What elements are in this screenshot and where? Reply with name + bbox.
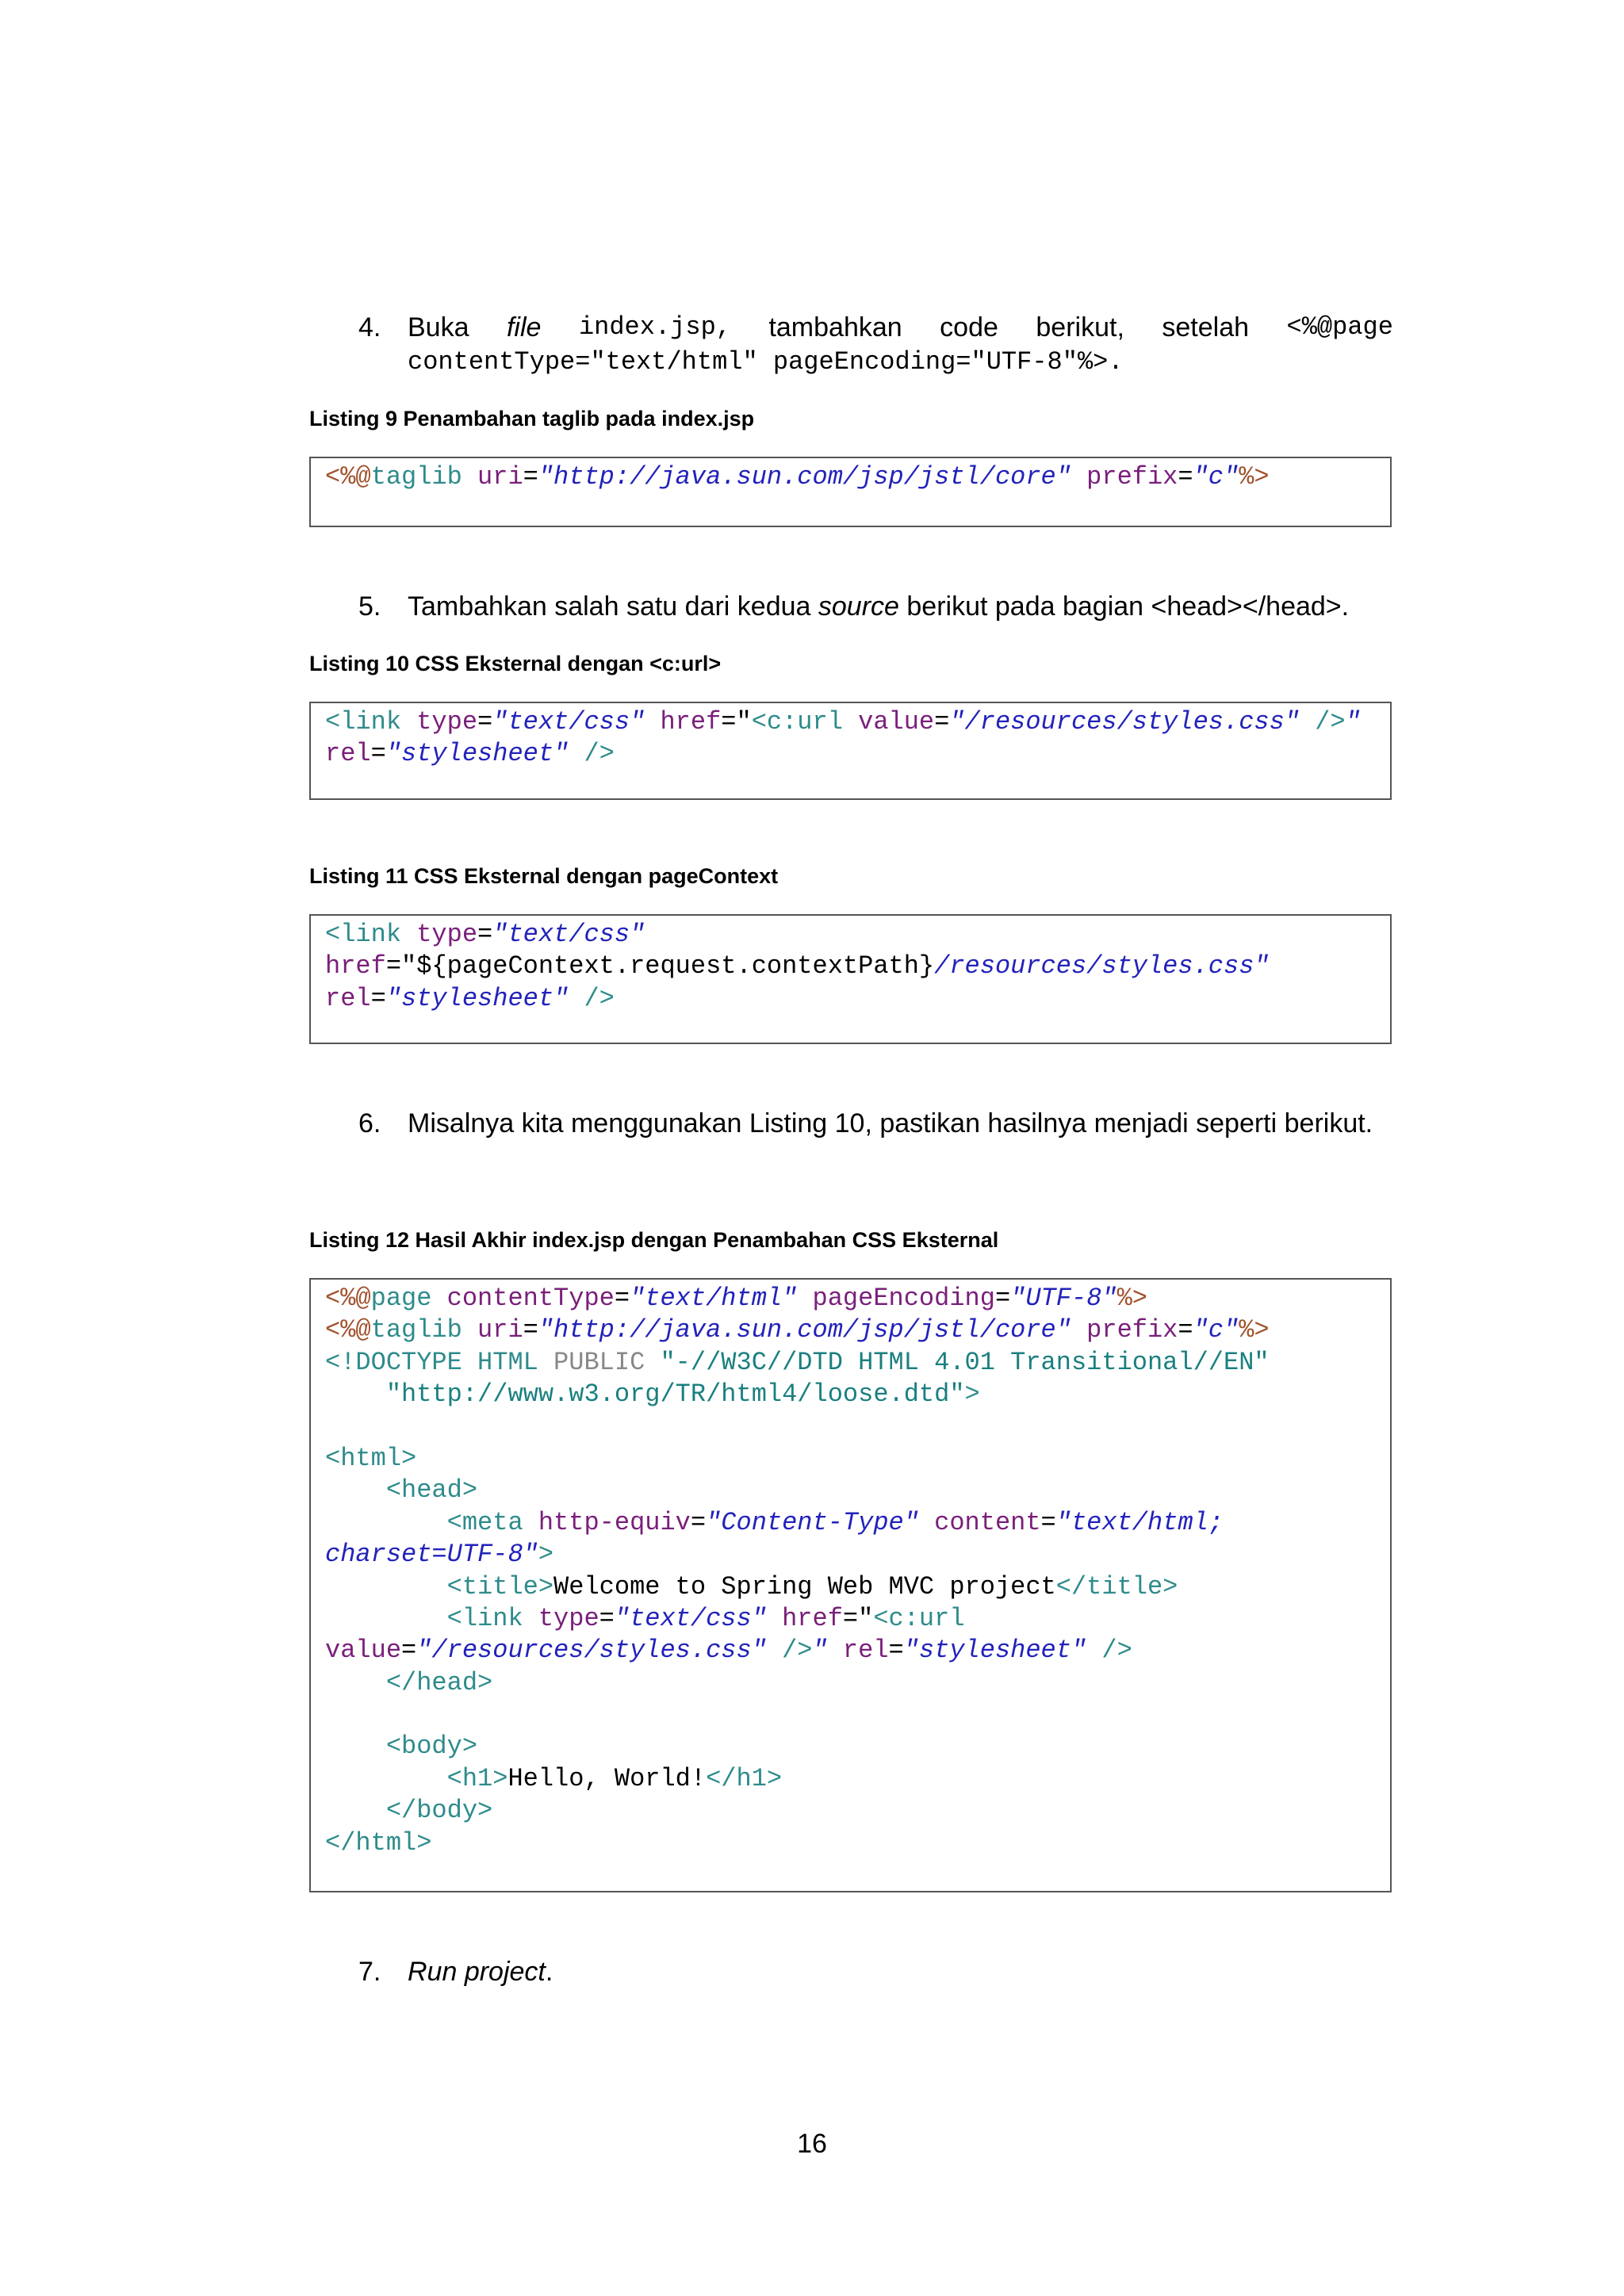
code-line xyxy=(325,1283,1376,1314)
code-token: <!DOCTYPE HTML xyxy=(325,1347,554,1377)
code-token: /> xyxy=(569,739,615,769)
code-token: href xyxy=(660,707,722,737)
step-6 xyxy=(358,1106,1393,1142)
step-4-number: 4. xyxy=(358,312,381,342)
code-line xyxy=(325,919,1376,951)
listing-10-caption: Listing 10 CSS Eksternal dengan <c:url> xyxy=(309,652,722,675)
word-berikut: berikut, xyxy=(1036,312,1124,342)
step-5-text-after: berikut pada bagian <head></head>. xyxy=(898,591,1350,622)
code-token: </h1> xyxy=(706,1763,783,1793)
word-setelah: setelah xyxy=(1162,312,1250,342)
code-token: contentType xyxy=(446,1284,615,1313)
code-line xyxy=(325,1827,1376,1859)
code-token xyxy=(828,1636,843,1665)
code-line xyxy=(325,1763,1376,1795)
code-token: = xyxy=(477,920,493,949)
code-token: value xyxy=(325,1636,402,1666)
code-token xyxy=(325,1380,386,1409)
word-page-directive: <%@page xyxy=(1286,312,1393,342)
code-token xyxy=(1071,462,1086,492)
step-6-text: Misalnya kita menggunakan Listing 10, pastikan hasilnya menjadi seperti berikut. xyxy=(408,1108,1373,1138)
code-token xyxy=(797,1284,812,1313)
code-token: <title> xyxy=(446,1571,554,1601)
code-token: %> xyxy=(1239,462,1270,492)
listing-10-code xyxy=(309,702,1392,800)
code-token xyxy=(325,1732,386,1761)
code-token: "c" xyxy=(1193,1315,1239,1345)
listing-11-code xyxy=(309,914,1392,1044)
code-token: "Content-Type" xyxy=(706,1507,919,1537)
step-5 xyxy=(358,589,1393,626)
code-line xyxy=(325,951,1376,982)
code-token: /> xyxy=(1086,1636,1132,1666)
code-token: "stylesheet" xyxy=(903,1636,1087,1666)
code-line xyxy=(325,1443,1376,1475)
step-7-period: . xyxy=(545,1957,553,1987)
code-token xyxy=(325,1604,447,1633)
code-line xyxy=(325,738,1376,770)
code-token: "text/css" xyxy=(492,920,645,949)
code-line xyxy=(325,1347,1376,1379)
code-token: <meta xyxy=(446,1507,538,1537)
code-token: = xyxy=(401,1636,417,1666)
code-token: <link xyxy=(325,920,417,949)
code-token: <html> xyxy=(325,1443,417,1473)
code-token: rel xyxy=(325,739,371,769)
code-token: = xyxy=(994,1284,1011,1313)
code-token: <%@ xyxy=(325,1315,371,1345)
step-5-number: 5. xyxy=(358,591,381,622)
code-token: <body> xyxy=(385,1732,478,1762)
code-token xyxy=(325,1668,386,1697)
code-token: "stylesheet" xyxy=(385,983,569,1013)
code-token: "stylesheet" xyxy=(385,739,569,769)
code-token: <h1> xyxy=(446,1763,508,1793)
code-token: "UTF-8" xyxy=(1010,1284,1117,1313)
code-token: value xyxy=(858,707,935,737)
step-4-line-1 xyxy=(408,310,1393,345)
code-token xyxy=(325,1796,386,1825)
step-6-number: 6. xyxy=(358,1108,381,1138)
code-token: > xyxy=(538,1540,554,1570)
code-token: = xyxy=(523,1315,538,1345)
code-token: http-equiv xyxy=(538,1507,691,1537)
code-token: "/resources/styles.css" xyxy=(416,1636,767,1666)
step-4-line-2: contentType="text/html" pageEncoding="UTF-8"%>. xyxy=(408,347,1124,377)
code-token xyxy=(767,1604,782,1633)
code-token: type xyxy=(416,920,478,949)
listing-9-code xyxy=(309,457,1392,527)
code-token: /> xyxy=(1300,707,1346,737)
word-buka: Buka xyxy=(408,312,469,342)
code-token xyxy=(325,1764,447,1793)
code-token: ${pageContext.request.contextPath} xyxy=(416,951,935,982)
step-5-text-italic: source xyxy=(818,591,899,622)
code-line xyxy=(325,1314,1376,1346)
listing-12-caption: Listing 12 Hasil Akhir index.jsp dengan Penambahan CSS Eksternal xyxy=(309,1228,999,1252)
word-tambahkan: tambahkan xyxy=(768,312,902,342)
code-token xyxy=(1071,1315,1086,1345)
step-5-text-before: Tambahkan salah satu dari kedua xyxy=(408,591,818,622)
code-token: = xyxy=(1178,1315,1193,1345)
code-token: </title> xyxy=(1055,1571,1178,1601)
code-line xyxy=(325,1667,1376,1699)
step-7 xyxy=(358,1954,1393,1991)
code-token xyxy=(645,707,660,737)
code-token: /> xyxy=(766,1636,813,1666)
step-5-body xyxy=(408,589,1393,624)
listing-11-caption: Listing 11 CSS Eksternal dengan pageContext xyxy=(309,864,779,888)
step-7-text: Run project xyxy=(408,1957,546,1987)
code-token: "c" xyxy=(1193,462,1239,492)
step-4 xyxy=(358,310,1393,381)
code-token: </body> xyxy=(385,1796,493,1826)
code-token: "http://www.w3.org/TR/html4/loose.dtd" xyxy=(385,1380,965,1410)
code-token: Welcome to Spring Web MVC project xyxy=(553,1571,1056,1601)
word-code: code xyxy=(940,312,998,342)
code-token: type xyxy=(538,1603,599,1633)
word-file: file xyxy=(506,312,542,342)
code-token: /> xyxy=(569,983,615,1013)
code-token: = xyxy=(690,1507,707,1537)
code-line xyxy=(325,1699,1376,1731)
word-index-jsp: index.jsp, xyxy=(578,312,731,342)
code-token: "http://java.sun.com/jsp/jstl/core" xyxy=(538,462,1071,492)
code-token xyxy=(325,1508,447,1537)
code-token: type xyxy=(416,707,478,737)
code-line xyxy=(325,1411,1376,1443)
code-line xyxy=(325,1539,1376,1571)
code-token: = xyxy=(477,707,493,737)
code-line xyxy=(325,1731,1376,1762)
code-token xyxy=(919,1508,934,1537)
code-token: "text/css" xyxy=(492,707,645,737)
code-token: = xyxy=(614,1284,630,1313)
code-token: <c:url xyxy=(873,1603,965,1633)
code-line xyxy=(325,1603,1376,1635)
code-token: =" xyxy=(721,707,752,737)
code-token: content xyxy=(934,1507,1041,1537)
code-token: "-//W3C//DTD HTML 4.01 Transitional//EN" xyxy=(660,1347,1270,1377)
code-token: "/resources/styles.css" xyxy=(949,707,1300,737)
code-line xyxy=(325,1571,1376,1603)
code-token: </head> xyxy=(385,1667,493,1697)
code-token: =" xyxy=(385,951,417,982)
code-token: prefix xyxy=(1086,1315,1178,1345)
code-token: " xyxy=(812,1636,828,1666)
code-token: PUBLIC xyxy=(553,1347,661,1377)
code-token: rel xyxy=(325,983,371,1013)
code-line xyxy=(325,1475,1376,1506)
listing-9-caption: Listing 9 Penambahan taglib pada index.jsp xyxy=(309,407,755,430)
code-token: = xyxy=(888,1636,904,1666)
code-token: prefix xyxy=(1086,462,1178,492)
code-token: <%@ xyxy=(325,462,371,492)
code-token: <%@ xyxy=(325,1284,371,1313)
code-token: = xyxy=(1178,462,1193,492)
code-token: =" xyxy=(842,1603,874,1633)
code-token: taglib xyxy=(370,1315,478,1345)
code-token: = xyxy=(523,462,538,492)
code-line xyxy=(325,1507,1376,1539)
page-number: 16 xyxy=(797,2129,827,2159)
code-token: = xyxy=(370,739,386,769)
code-token: "http://java.sun.com/jsp/jstl/core" xyxy=(538,1315,1071,1345)
code-line xyxy=(325,1795,1376,1827)
code-token: <link xyxy=(325,707,417,737)
code-token: uri xyxy=(477,1315,523,1345)
code-token: href xyxy=(325,951,386,982)
step-7-body xyxy=(408,1954,1393,1989)
code-token: Hello, World! xyxy=(508,1763,707,1793)
code-token: href xyxy=(782,1603,843,1633)
code-token: rel xyxy=(842,1636,889,1666)
code-token: "text/html" xyxy=(630,1284,798,1313)
code-token: page xyxy=(370,1284,447,1313)
code-token: /resources/styles.css" xyxy=(934,951,1270,982)
code-token: <head> xyxy=(385,1475,478,1506)
code-token: </html> xyxy=(325,1827,432,1858)
code-token xyxy=(325,1572,447,1601)
code-line xyxy=(325,1635,1376,1667)
code-line xyxy=(325,1379,1376,1410)
code-token: taglib xyxy=(370,462,478,492)
code-line xyxy=(325,983,1376,1015)
code-token: = xyxy=(934,707,950,737)
code-token: = xyxy=(370,983,386,1013)
code-token: <c:url xyxy=(751,707,859,737)
code-line xyxy=(325,461,1376,493)
listing-12-code xyxy=(309,1278,1392,1892)
code-token: > xyxy=(964,1380,980,1410)
code-token: <link xyxy=(446,1603,538,1633)
code-token: charset=UTF-8" xyxy=(325,1540,538,1570)
step-4-body xyxy=(408,310,1393,380)
code-token: "text/css" xyxy=(614,1603,767,1633)
step-7-number: 7. xyxy=(358,1957,381,1987)
code-token: pageEncoding xyxy=(812,1284,995,1313)
code-token: %> xyxy=(1116,1284,1147,1313)
code-token: "text/html; xyxy=(1055,1507,1224,1537)
code-token: " xyxy=(1345,707,1361,737)
code-token: %> xyxy=(1239,1315,1270,1345)
code-token: = xyxy=(1040,1507,1056,1537)
code-token: uri xyxy=(477,462,523,492)
code-line xyxy=(325,706,1376,738)
code-token: = xyxy=(599,1603,615,1633)
code-token xyxy=(325,1475,386,1505)
